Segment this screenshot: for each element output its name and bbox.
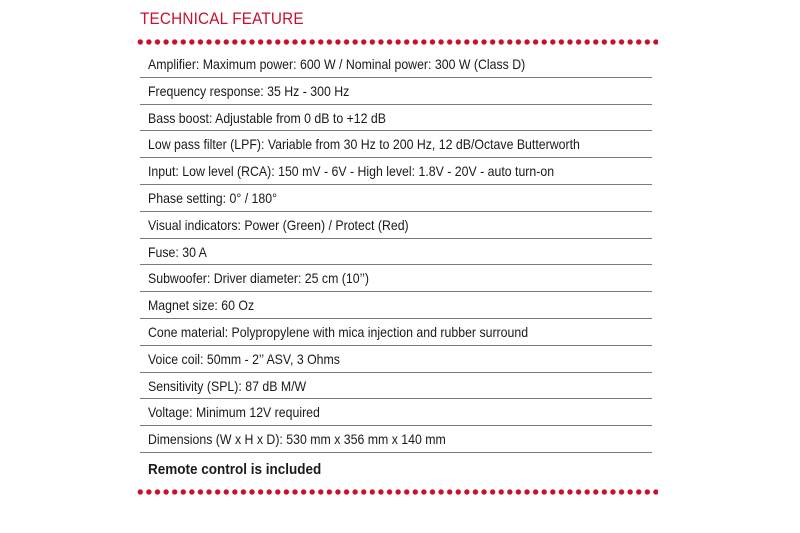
spec-row-input: Input: Low level (RCA): 150 mV - 6V - High level: 1.8V - 20V - auto turn-on (140, 158, 652, 185)
spec-row-frequency-response: Frequency response: 35 Hz - 300 Hz (140, 78, 652, 105)
spec-row-sensitivity: Sensitivity (SPL): 87 dB M/W (140, 373, 652, 400)
spec-row-dimensions: Dimensions (W x H x D): 530 mm x 356 mm x 140 mm (140, 426, 652, 453)
section-title: TECHNICAL FEATURE (140, 9, 304, 28)
spec-row-subwoofer: Subwoofer: Driver diameter: 25 cm (10’’) (140, 265, 652, 292)
dotted-divider-top (136, 37, 658, 47)
dotted-divider-bottom (136, 487, 658, 497)
remote-control-note: Remote control is included (148, 460, 322, 478)
spec-row-fuse: Fuse: 30 A (140, 239, 652, 266)
spec-row-voltage: Voltage: Minimum 12V required (140, 399, 652, 426)
spec-row-voice-coil: Voice coil: 50mm - 2’’ ASV, 3 Ohms (140, 346, 652, 373)
spec-row-bass-boost: Bass boost: Adjustable from 0 dB to +12 dB (140, 105, 652, 132)
spec-sheet (140, 8, 652, 497)
spec-row-amplifier: Amplifier: Maximum power: 600 W / Nominal power: 300 W (Class D) (140, 51, 652, 78)
spec-row-visual-indicators: Visual indicators: Power (Green) / Protect (Red) (140, 212, 652, 239)
spec-row-magnet-size: Magnet size: 60 Oz (140, 292, 652, 319)
spec-row-low-pass-filter: Low pass filter (LPF): Variable from 30 Hz to 200 Hz, 12 dB/Octave Butterworth (140, 131, 652, 158)
spec-list (140, 51, 652, 453)
spec-row-phase-setting: Phase setting: 0° / 180° (140, 185, 652, 212)
spec-row-cone-material: Cone material: Polypropylene with mica injection and rubber surround (140, 319, 652, 346)
